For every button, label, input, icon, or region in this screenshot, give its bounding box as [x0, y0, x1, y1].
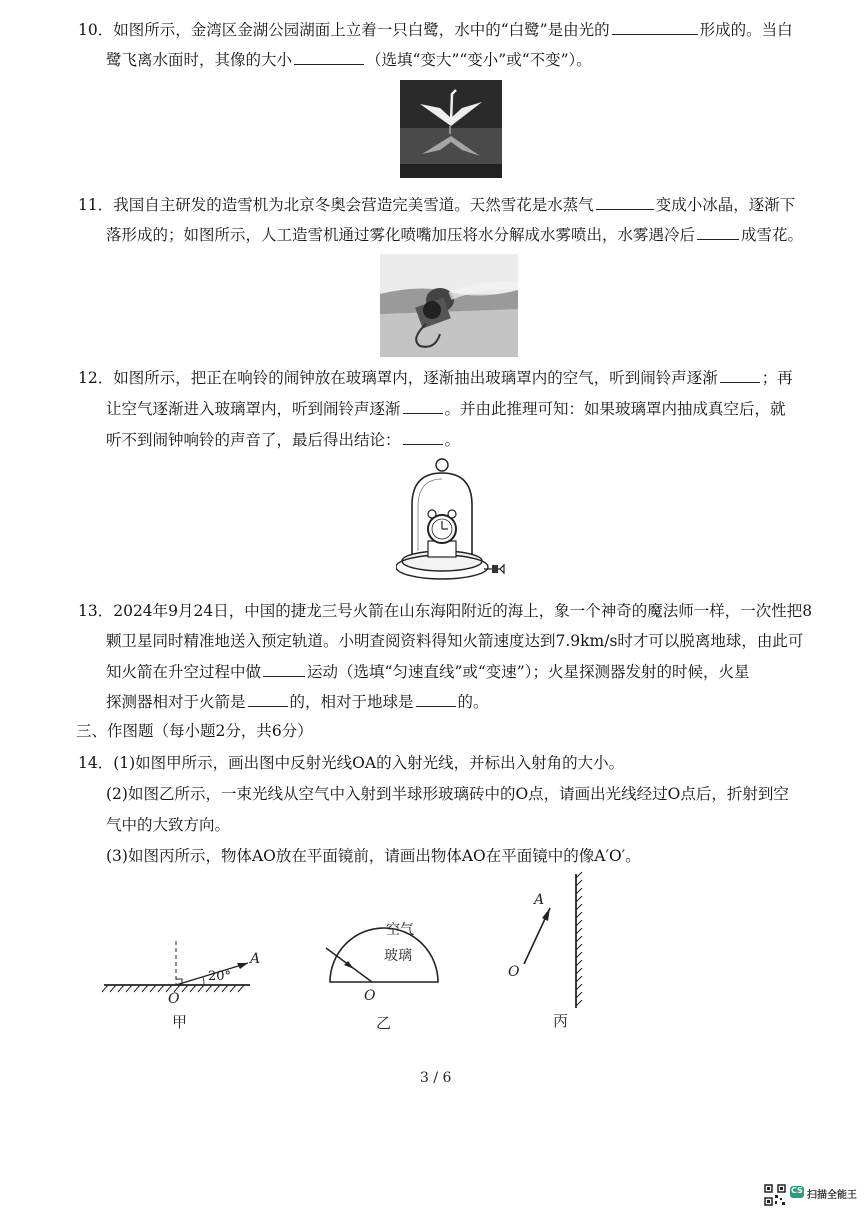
camscanner-badge-text: CS — [791, 1186, 803, 1195]
q12-line3: 听不到闹钟响铃的声音了，最后得出结论： 。 — [106, 428, 460, 451]
qr-code-icon — [764, 1184, 786, 1206]
caption-jia: 甲 — [172, 1013, 188, 1031]
q14-line3: 气中的大致方向。 — [106, 816, 231, 834]
point-o-label: O — [364, 988, 376, 1004]
q12-blank-1[interactable] — [720, 366, 760, 383]
q12-line1: 12．如图所示，把正在响铃的闹钟放在玻璃罩内，逐渐抽出玻璃罩内的空气，听到闹铃声逐渐 ；再 — [78, 366, 793, 389]
q10-line1: 10．如图所示，金湾区金湖公园湖面上立着一只白鹭，水中的“白鹭”是由光的 形成的。当白 — [78, 18, 793, 41]
q13-line3: 知火箭在升空过程中做 运动（选填“匀速直线”或“变速”）；火星探测器发射的时候，火星 — [106, 660, 749, 683]
q12-line2: 让空气逐渐进入玻璃罩内，听到闹铃声逐渐 。并由此推理可知：如果玻璃罩内抽成真空后，就 — [106, 397, 786, 420]
q13-blank-3[interactable] — [416, 690, 456, 707]
q13-blank-1[interactable] — [263, 660, 305, 677]
caption-bing: 丙 — [553, 1012, 569, 1030]
q13-line1: 13．2024年9月24日，中国的捷龙三号火箭在山东海阳附近的海上，象一个神奇的魔法师一样，一次性把8 — [78, 602, 813, 620]
q11-blank-1[interactable] — [596, 193, 654, 210]
point-o-label: O — [508, 964, 520, 980]
bell-jar-figure — [396, 455, 512, 585]
section-3-heading: 三、作图题（每小题2分，共6分） — [76, 722, 313, 740]
camscanner-logo — [790, 1186, 804, 1198]
q10-blank-1[interactable] — [612, 18, 698, 35]
air-label: 空气 — [386, 922, 414, 938]
q12-blank-3[interactable] — [403, 428, 443, 445]
figure-jia — [100, 935, 270, 1035]
snow-machine-photo — [380, 254, 518, 357]
q11-line2: 落形成的；如图所示，人工造雪机通过雾化喷嘴加压将水分解成水雾喷出，水雾遇冷后 成雪花。 — [106, 223, 803, 246]
q11-blank-2[interactable] — [697, 223, 739, 240]
point-a-label: A — [250, 951, 261, 967]
glass-label: 玻璃 — [384, 948, 412, 964]
q13-blank-2[interactable] — [248, 690, 288, 707]
page-number: 3 / 6 — [420, 1070, 452, 1086]
q13-line4: 探测器相对于火箭是 的，相对于地球是 的。 — [106, 690, 489, 713]
figure-bing — [498, 868, 598, 1038]
q13-line2: 颗卫星同时精准地送入预定轨道。小明查阅资料得知火箭速度达到7.9km/s时才可以脱离地球，由此可 — [106, 632, 804, 650]
q10-line2: 鹭飞离水面时，其像的大小 （选填“变大”“变小”或“不变”）。 — [106, 48, 592, 71]
caption-yi: 乙 — [376, 1014, 392, 1032]
q14-line2: (2)如图乙所示，一束光线从空气中入射到半球形玻璃砖中的O点，请画出光线经过O点后，折射到空 — [106, 785, 789, 803]
q10-blank-2[interactable] — [294, 48, 364, 65]
scanner-app-name: 扫描全能王 — [807, 1190, 857, 1201]
q12-blank-2[interactable] — [403, 397, 443, 414]
angle-label: 20° — [208, 969, 232, 984]
point-o-label: O — [168, 991, 180, 1007]
q14-line1: 14．(1)如图甲所示，画出图中反射光线OA的入射光线，并标出入射角的大小。 — [78, 754, 625, 772]
q11-line1: 11．我国自主研发的造雪机为北京冬奥会营造完美雪道。天然雪花是水蒸气 变成小冰晶，逐渐下 — [78, 193, 795, 216]
figure-yi — [318, 910, 448, 1038]
egret-photo — [400, 80, 502, 178]
point-a-label: A — [534, 892, 545, 908]
q14-line4: (3)如图丙所示，物体AO放在平面镜前，请画出物体AO在平面镜中的像A′O′。 — [106, 847, 641, 865]
